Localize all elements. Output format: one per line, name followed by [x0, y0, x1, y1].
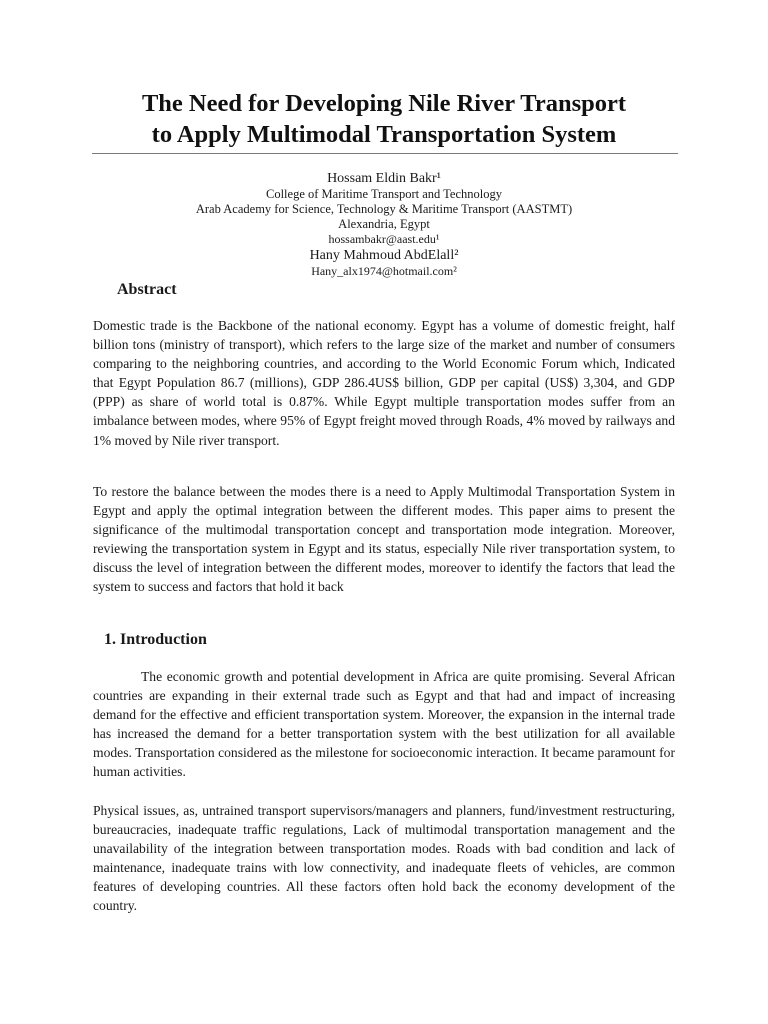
abstract-paragraph-2: To restore the balance between the modes there is a need to Apply Multimodal Transportation System in Egypt and apply the optimal integration between the different modes. This paper aims to present the significance of the multimodal transportation concept and transportation mode integration. Moreover, reviewing the transportation system in Egypt and its status, especially Nile river transportation system, to discuss the level of integration between the different modes, moreover to identify the factors that lead the system to success and factors that hold it back: [93, 484, 675, 595]
paper-title: [40, 88, 728, 150]
introduction-paragraph-1: The economic growth and potential development in Africa are quite promising. Several African countries are expanding in their external trade such as Egypt and that had and impact of increasing demand for the effective and efficient transportation system. Moreover, the expansion in the internal trade has increased the demand for a better transportation system with the best utilization for all available modes. Transportation considered as the milestone for socioeconomic interaction. It became paramount for human activities.: [93, 669, 675, 780]
title-line-1: The Need for Developing Nile River Transport: [141, 90, 627, 117]
title-line-2: to Apply Multimodal Transportation System: [151, 121, 617, 148]
author-1-location: Alexandria, Egypt: [338, 217, 430, 231]
author-1-email: hossambakr@aast.edu¹: [328, 232, 440, 246]
author-1-name: Hossam Eldin Bakr¹: [327, 171, 441, 186]
author-2-name: Hany Mahmoud AbdElall²: [309, 248, 459, 263]
introduction-heading: 1. Introduction: [104, 631, 207, 648]
author-2-email: Hany_alx1974@hotmail.com²: [311, 264, 457, 278]
abstract-paragraph-1: Domestic trade is the Backbone of the national economy. Egypt has a volume of domestic freight, half billion tons (ministry of transport), which refers to the large size of the market and number of consumers comparing to the neighboring countries, and according to the World Economic Forum which, Indicated that Egypt Population 86.7 (millions), GDP 286.4US$ billion, GDP per capital (US$) 3,304, and GDP (PPP) as share of world total is 0.87%. While Egypt multiple transportation modes suffer from an imbalance between modes, where 95% of Egypt freight moved through Roads, 4% moved by railways and 1% moved by Nile river transport.: [93, 318, 675, 448]
abstract-heading: Abstract: [117, 281, 177, 298]
title-divider: [92, 153, 678, 154]
author-block: [40, 170, 728, 279]
introduction-paragraph-2: Physical issues, as, untrained transport supervisors/managers and planners, fund/investment restructuring, bureaucracies, inadequate traffic regulations, Lack of multimodal transportation management and the unavailability of the integration between transportation modes. Roads with bad condition and lack of maintenance, inadequate trains with low connectivity, and inadequate fleets of vehicles, are common features of developing countries. All these factors often hold back the economy development of the country.: [93, 803, 675, 914]
author-1-affiliation-college: College of Maritime Transport and Technology: [265, 187, 503, 201]
author-1-affiliation-academy: Arab Academy for Science, Technology & Maritime Transport (AASTMT): [195, 202, 573, 216]
